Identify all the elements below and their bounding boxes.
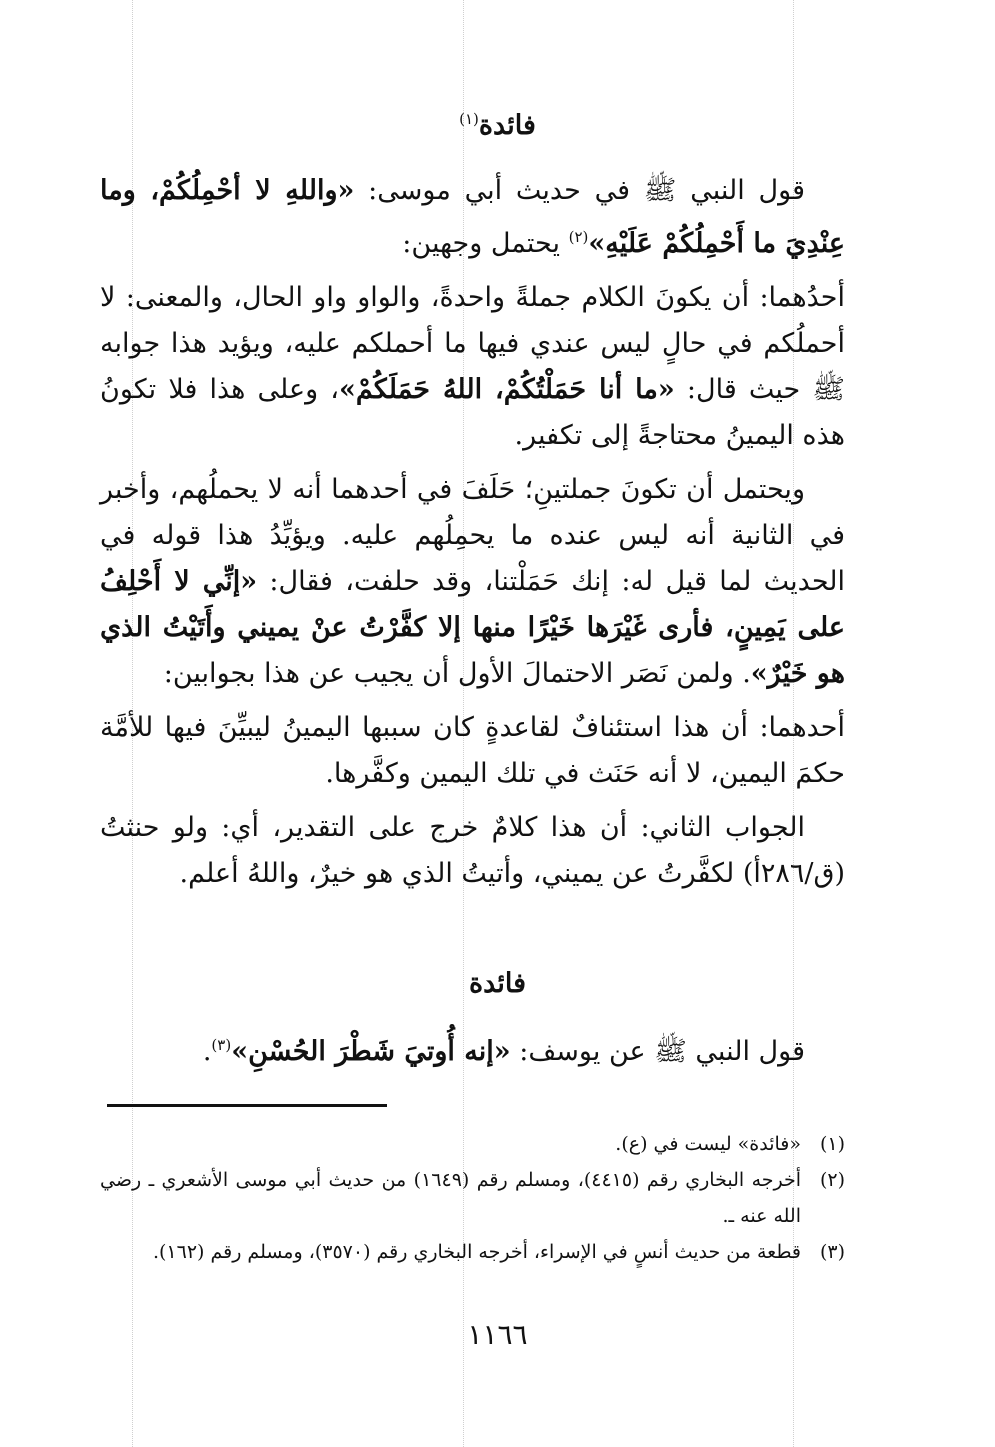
section-heading	[0, 110, 995, 141]
paragraph: الجواب الثاني: أن هذا كلامٌ خرج على التقدير، أي: ولو حنثتُ (ق/٢٨٦أ) لكفَّرتُ عن يميني، وأتيتُ الذي هو خيرٌ، واللهُ أعلم.	[100, 812, 845, 889]
hadith-quote: «ما أنا حَمَلْتُكُمْ، اللهُ حَمَلَكُمْ»	[339, 374, 675, 405]
footnote	[100, 1234, 845, 1270]
footnote-number: (١)	[819, 1133, 845, 1155]
footnote-ref: (١)	[459, 110, 479, 128]
footnote-number: (٢)	[819, 1169, 845, 1191]
section-heading	[0, 968, 995, 999]
paragraph: أحدُهما: أن يكونَ الكلام جملةً واحدةً، والواو واو الحال، والمعنى: لا أحملُكم في حالٍ ليس عندي فيها ما أحملكم عليه، ويؤيد هذا جوابه ﷺ حيث قال: «ما أنا حَمَلْتُكُمْ، اللهُ حَمَلَكُمْ»، وعلى هذا فلا تكونُ هذه اليمينُ محتاجةً إلى تكفير.	[100, 282, 845, 451]
paragraph: قول النبي ﷺ في حديث أبي موسى: «واللهِ لا أحْمِلُكُمْ، وما عِنْدِيَ ما أَحْمِلُكُمْ عَلَيْهِ»$^{(٢)}$ يحتمل وجهين:	[100, 175, 845, 259]
footnote-ref: (٣)	[211, 1036, 232, 1054]
footnotes	[100, 1126, 845, 1270]
footnote-text: أخرجه البخاري رقم (٤٤١٥)، ومسلم رقم (١٦٤٩) من حديث أبي موسى الأشعري ـ رضي الله عنه ـ.	[100, 1169, 802, 1227]
main-text	[100, 168, 845, 897]
footnote-text: «فائدة» ليست في (ع).	[615, 1133, 801, 1155]
paragraph: أحدهما: أن هذا استئنافٌ لقاعدةٍ كان سببها اليمينُ ليبيِّنَ فيها للأمَّة حكمَ اليمين، لا أنه حَنَث في تلك اليمين وكفَّرها.	[100, 712, 845, 789]
footnote-separator	[107, 1104, 387, 1107]
section-heading-text: فائدة	[469, 968, 526, 999]
paragraph: ويحتمل أن تكونَ جملتينِ؛ حَلَفَ في أحدهما أنه لا يحملُهم، وأخبر في الثانية أنه ليس عنده ما يحمِلُهم عليه. ويؤيِّدُ هذا قوله في الحديث لما قيل له: إنك حَمَلْتنا، وقد حلفت، فقال: «إنِّي لا أَحْلِفُ على يَمِينٍ، فأرى غَيْرَها خَيْرًا منها إلا كفَّرْتُ عنْ يميني وأَتَيْتُ الذي هو خَيْرٌ». ولمن نَصَر الاحتمالَ الأول أن يجيب عن هذا بجوابين:	[100, 474, 845, 689]
page-number: ١١٦٦	[467, 1318, 528, 1351]
footnote	[100, 1162, 845, 1234]
hadith-quote: «إنِّي لا أَحْلِفُ على يَمِينٍ، فأرى غَيْرَها خَيْرًا منها إلا كفَّرْتُ عنْ يميني وأَتَيْتُ الذي هو خَيْرٌ»	[100, 566, 845, 689]
section-heading-text: فائدة	[478, 110, 536, 141]
footnote	[100, 1126, 845, 1162]
hadith-quote: «واللهِ لا أحْمِلُكُمْ، وما عِنْدِيَ ما أَحْمِلُكُمْ عَلَيْهِ»	[100, 175, 845, 259]
main-text	[100, 1022, 845, 1075]
hadith-quote: «إنه أُوتيَ شَطْرَ الحُسْنِ»	[231, 1036, 511, 1067]
paragraph: قول النبي ﷺ عن يوسف: «إنه أُوتيَ شَطْرَ الحُسْنِ»$^{(٣)}$.	[202, 1036, 805, 1067]
footnote-text: قطعة من حديث أنسٍ في الإسراء، أخرجه البخاري رقم (٣٥٧٠)، ومسلم رقم (١٦٢).	[152, 1241, 801, 1263]
footnote-ref: (٢)	[568, 228, 589, 246]
footnote-number: (٣)	[819, 1241, 845, 1263]
